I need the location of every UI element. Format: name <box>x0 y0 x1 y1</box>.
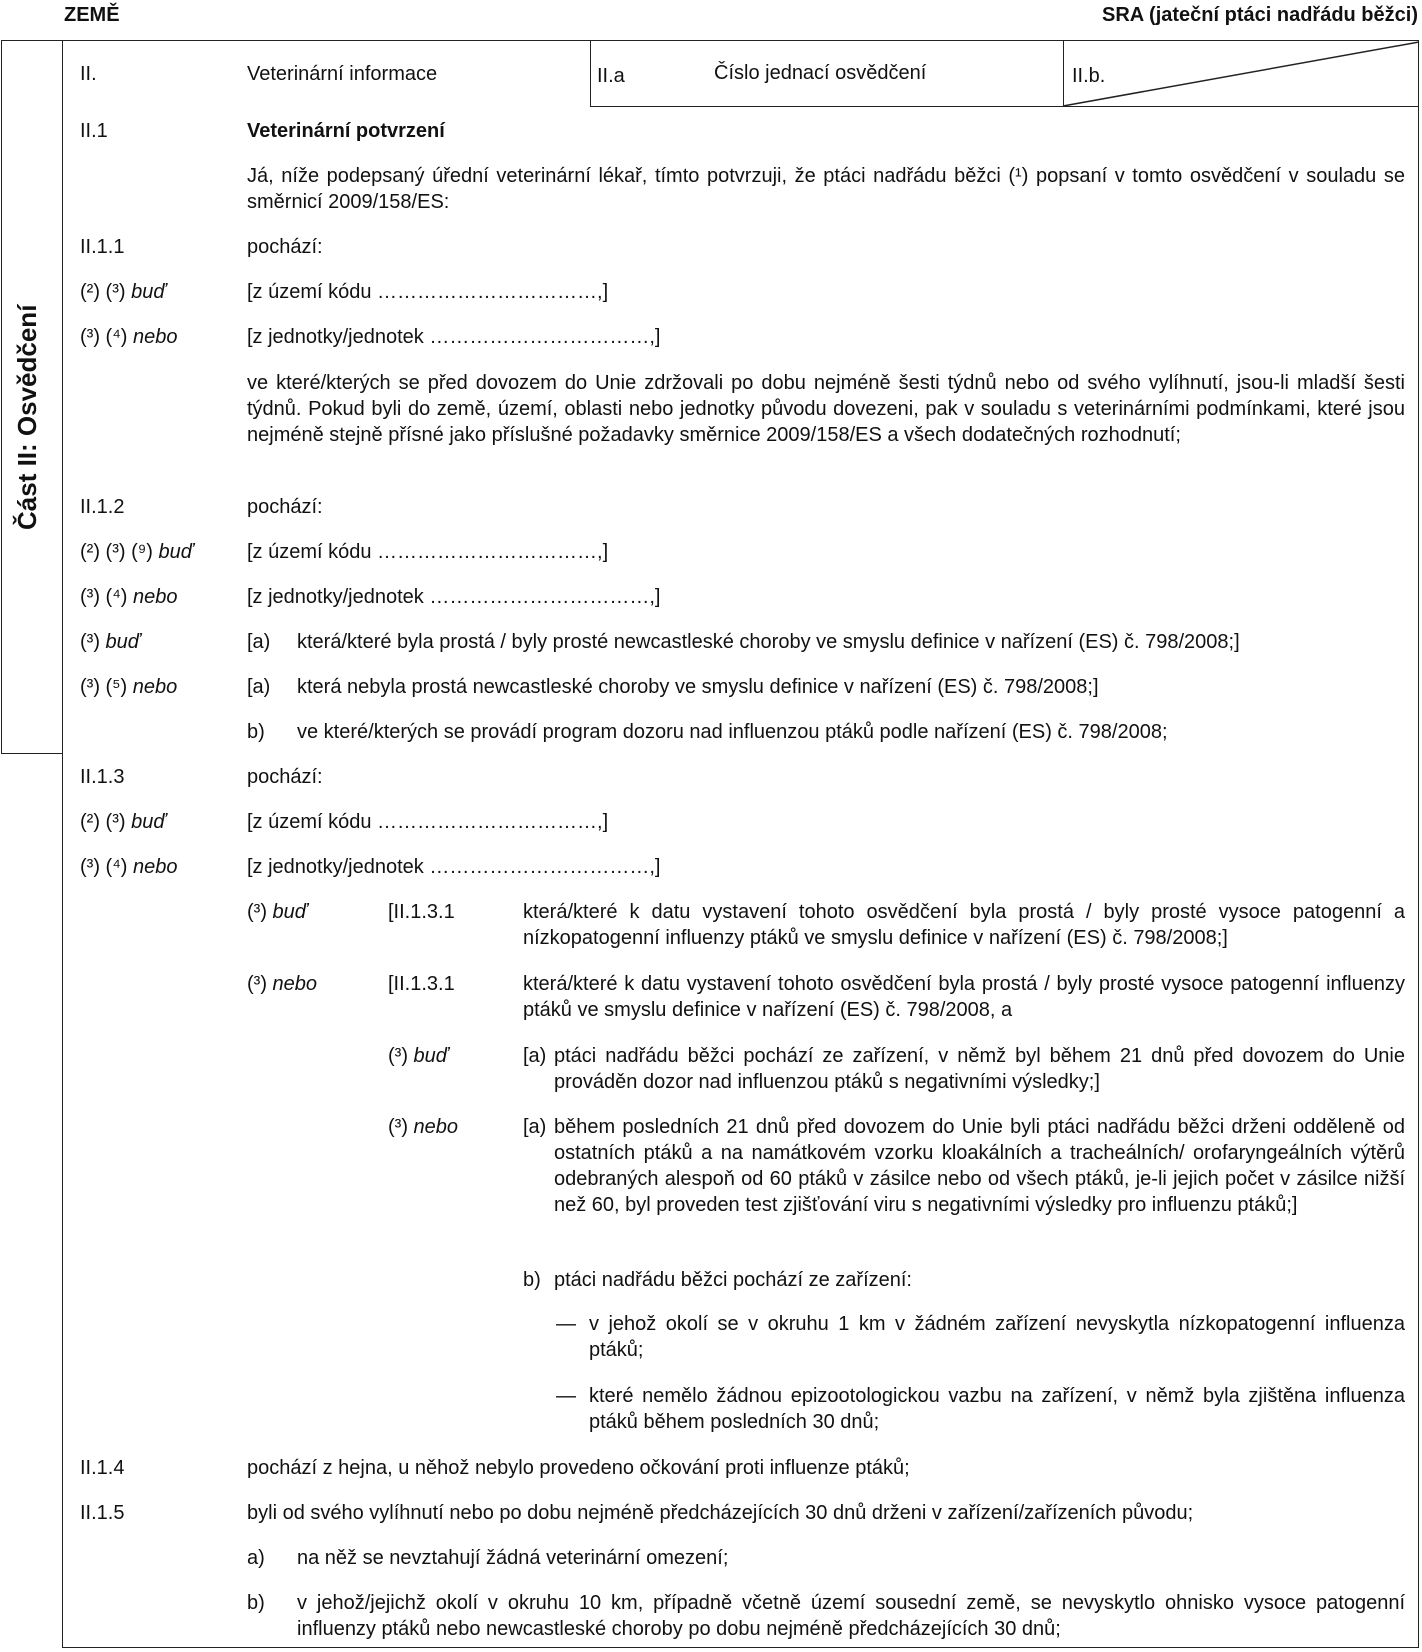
section-number: II.1.5 <box>80 1502 125 1524</box>
option-marker: (³) nebo <box>247 973 318 995</box>
item-text: v jehož okolí se v okruhu 1 km v žádném zařízení nevyskytla nízkopatogenní influenza ptáků; <box>589 1313 1405 1361</box>
origin-label: pochází: <box>247 236 323 258</box>
option-marker: (²) (³) buď <box>80 811 166 833</box>
section-number: II.1.4 <box>80 1457 125 1479</box>
strike-diagonal <box>0 0 1422 120</box>
item-text: která nebyla prostá newcastleské choroby ve smyslu definice v nařízení (ES) č. 798/2008;] <box>297 676 1099 698</box>
territory-field: [z území kódu ……………………………,] <box>247 541 609 563</box>
origin-label: pochází: <box>247 496 323 518</box>
item-text: které nemělo žádnou epizootologickou vazbu na zařízení, v němž byla zjištěna influenza ptáků během posledních 30 dnů; <box>589 1385 1405 1433</box>
option-marker: (²) (³) buď <box>80 281 166 303</box>
section-number: II.b. <box>1072 65 1106 87</box>
item-label: [a) <box>247 676 271 698</box>
units-field: [z jednotky/jednotek ……………………………,] <box>247 326 661 348</box>
veterinary-info-label: Veterinární informace <box>247 63 438 85</box>
option-marker: (³) buď <box>80 631 141 653</box>
option-marker: (³) buď <box>388 1045 449 1067</box>
certificate-reference-label: Číslo jednací osvědčení <box>714 62 927 84</box>
option-marker: (³) buď <box>247 901 308 923</box>
option-marker: (³) (⁴) nebo <box>80 586 178 608</box>
section-number: II. <box>80 63 97 85</box>
item-reference: [II.1.3.1 <box>388 901 455 923</box>
section-number: II.1.1 <box>80 236 125 258</box>
item-text: která/které k datu vystavení tohoto osvědčení byla prostá / byly prosté vysoce patogenní a nízkopatogenní influenzy ptáků ve smyslu definice v nařízení (ES) č. 798/2008;] <box>523 901 1405 949</box>
section-title: Veterinární potvrzení <box>247 120 445 142</box>
item-label: b) <box>523 1269 541 1291</box>
option-marker: (³) nebo <box>388 1116 459 1138</box>
section-number: II.1.3 <box>80 766 125 788</box>
option-marker: (³) (⁴) nebo <box>80 856 178 878</box>
item-label: b) <box>247 721 265 743</box>
intro-paragraph: Já, níže podepsaný úřední veterinární lékař, tímto potvrzuji, že ptáci nadřádu běžci (¹) popsaní v tomto osvědčení v souladu se směrnicí 2009/158/ES: <box>247 165 1405 213</box>
item-text: která/které k datu vystavení tohoto osvědčení byla prostá / byly prosté vysoce patogenní influenzy ptáků ve smyslu definice v nařízení (ES) č. 798/2008, a <box>523 973 1405 1021</box>
item-text: v jehož/jejichž okolí v okruhu 10 km, případně včetně území sousední země, se nevyskytlo ohnisko vysoce patogenní influenzy ptáků nebo newcastleské choroby po dobu nejméně předcházejících 30 dnů; <box>297 1592 1405 1640</box>
item-text: pochází z hejna, u něhož nebylo provedeno očkování proti influenze ptáků; <box>247 1457 910 1479</box>
territory-field: [z území kódu ……………………………,] <box>247 811 609 833</box>
item-reference: [II.1.3.1 <box>388 973 455 995</box>
territory-field: [z území kódu ……………………………,] <box>247 281 609 303</box>
origin-label: pochází: <box>247 766 323 788</box>
item-text: ve které/kterých se provádí program dozoru nad influenzou ptáků podle nařízení (ES) č. 798/2008; <box>297 721 1168 743</box>
item-label: b) <box>247 1592 265 1614</box>
item-text: ptáci nadřádu běžci pochází ze zařízení: <box>554 1269 912 1291</box>
item-text: během posledních 21 dnů před dovozem do Unie byli ptáci nadřádu běžci drženi odděleně od ostatních ptáků a na namátkovém vzorku kloakálních a tracheálních/ orofaryngeálních výtěrů odebraných alespoň od 60 ptáků v zásilce nebo od všech ptáků, je-li jejich počet v zásilce nižší než 60, byl proveden test zjišťování viru s negativními výsledky pro influenzu ptáků;] <box>554 1116 1405 1216</box>
option-marker: (³) (⁵) nebo <box>80 676 178 698</box>
item-label: a) <box>247 1547 265 1569</box>
item-label: [a) <box>523 1116 547 1138</box>
item-label: [a) <box>247 631 271 653</box>
units-field: [z jednotky/jednotek ……………………………,] <box>247 856 661 878</box>
dash-bullet: — <box>556 1385 576 1407</box>
dash-bullet: — <box>556 1313 576 1335</box>
paragraph: ve které/kterých se před dovozem do Unie zdržovali po dobu nejméně šesti týdnů nebo od svého vylíhnutí, jsou-li mladší šesti týdnů. Pokud byli do země, území, oblasti nebo jednotky původu dovezeni, pak v souladu s veterinárními podmínkami, které jsou nejméně stejně přísné jako příslušné požadavky směrnice 2009/158/ES a všech dodatečných rozhodnutí; <box>247 372 1405 446</box>
option-marker: (³) (⁴) nebo <box>80 326 178 348</box>
option-marker: (²) (³) (⁹) buď <box>80 541 194 563</box>
item-text: byli od svého vylíhnutí nebo po dobu nejméně předcházejících 30 dnů drženi v zařízení/zařízeních původu; <box>247 1502 1194 1524</box>
part-title: Část II: Osvědčení <box>12 304 42 530</box>
section-number: II.1.2 <box>80 496 125 518</box>
units-field: [z jednotky/jednotek ……………………………,] <box>247 586 661 608</box>
item-text: na něž se nevztahují žádná veterinární omezení; <box>297 1547 729 1569</box>
certificate-title: SRA (jateční ptáci nadřádu běžci) <box>1102 4 1418 26</box>
item-label: [a) <box>523 1045 547 1067</box>
item-text: která/které byla prostá / byly prosté newcastleské choroby ve smyslu definice v nařízení (ES) č. 798/2008;] <box>297 631 1240 653</box>
item-text: ptáci nadřádu běžci pochází ze zařízení, v němž byl během 21 dnů před dovozem do Unie prováděn dozor nad influenzou ptáků s negativními výsledky;] <box>554 1045 1405 1093</box>
country-label: ZEMĚ <box>64 4 120 26</box>
section-number: II.1 <box>80 120 108 142</box>
section-number: II.a <box>597 65 625 87</box>
